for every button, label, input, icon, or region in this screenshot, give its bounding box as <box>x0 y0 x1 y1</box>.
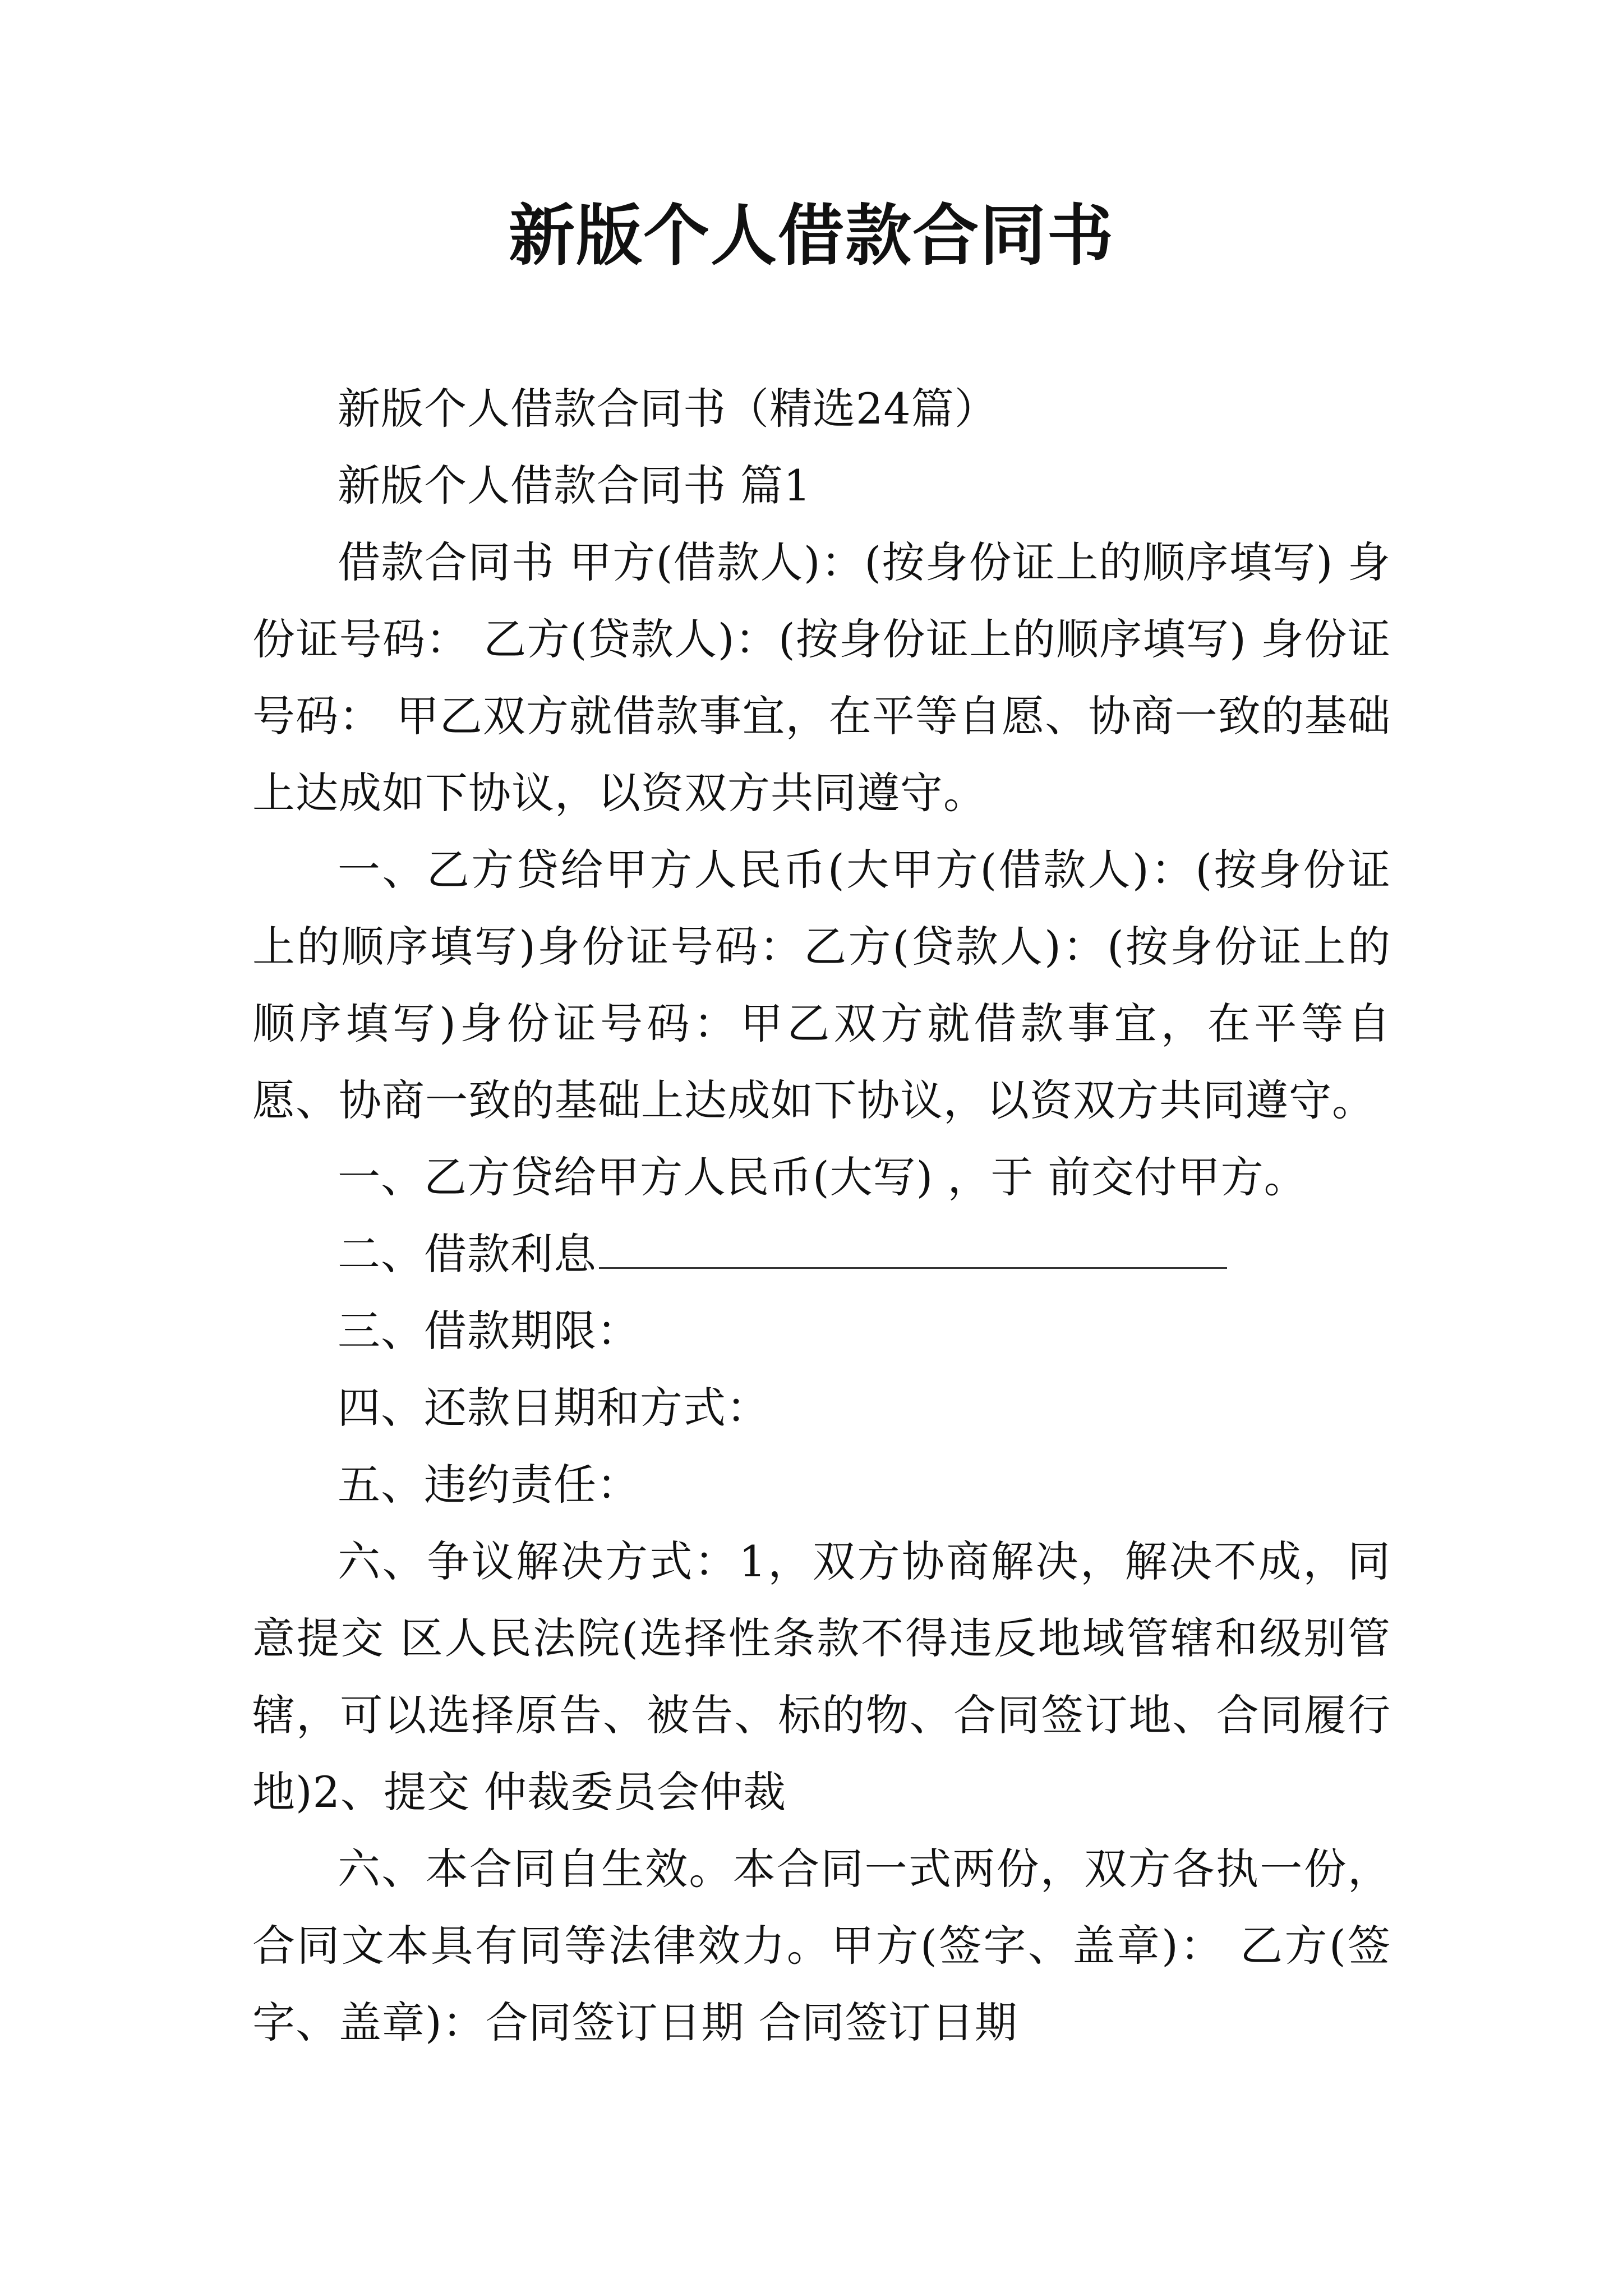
paragraph-clause-6-effect: 六、本合同自生效。本合同一式两份，双方各执一份，合同文本具有同等法律效力。甲方(签字、盖章)： 乙方(签字、盖章)：合同签订日期 合同签订日期 <box>252 1844 1391 2047</box>
paragraph-clause-6-dispute: 六、争议解决方式：1，双方协商解决，解决不成，同意提交 区人民法院(选择性条款不得违反地域管辖和级别管辖，可以选择原告、被告、标的物、合同签订地、合同履行地)2、提交 仲裁委员会仲裁 <box>252 1536 1391 1817</box>
document-body <box>252 370 1391 2061</box>
clause-2-text: 二、借款利息 <box>338 1229 597 1279</box>
paragraph-parties: 借款合同书 甲方(借款人)：(按身份证上的顺序填写) 身份证号码： 乙方(贷款人)：(按身份证上的顺序填写) 身份证号码： 甲乙双方就借款事宜，在平等自愿、协商一致的基础上达成如下协议，以资双方共同遵守。 <box>252 537 1391 818</box>
paragraph-clause-3: 三、借款期限： <box>338 1306 640 1356</box>
paragraph-clause-5: 五、违约责任： <box>338 1460 640 1510</box>
paragraph-subtitle: 新版个人借款合同书（精选24篇） <box>338 384 998 434</box>
paragraph-clause-1-duplicate: 一、乙方贷给甲方人民币(大甲方(借款人)：(按身份证上的顺序填写)身份证号码：乙方(贷款人)：(按身份证上的顺序填写)身份证号码：甲乙双方就借款事宜，在平等自愿、协商一致的基础上达成如下协议，以资双方共同遵守。 <box>252 845 1391 1125</box>
document-title: 新版个人借款合同书 <box>508 196 1114 274</box>
paragraph-section-heading: 新版个人借款合同书 篇1 <box>338 461 811 510</box>
paragraph-clause-1: 一、乙方贷给甲方人民币(大写) ，于 前交付甲方。 <box>338 1152 1307 1202</box>
paragraph-clause-4: 四、还款日期和方式： <box>338 1383 769 1433</box>
interest-blank-line <box>599 1227 1227 1269</box>
paragraph-clause-2 <box>252 1216 1391 1292</box>
